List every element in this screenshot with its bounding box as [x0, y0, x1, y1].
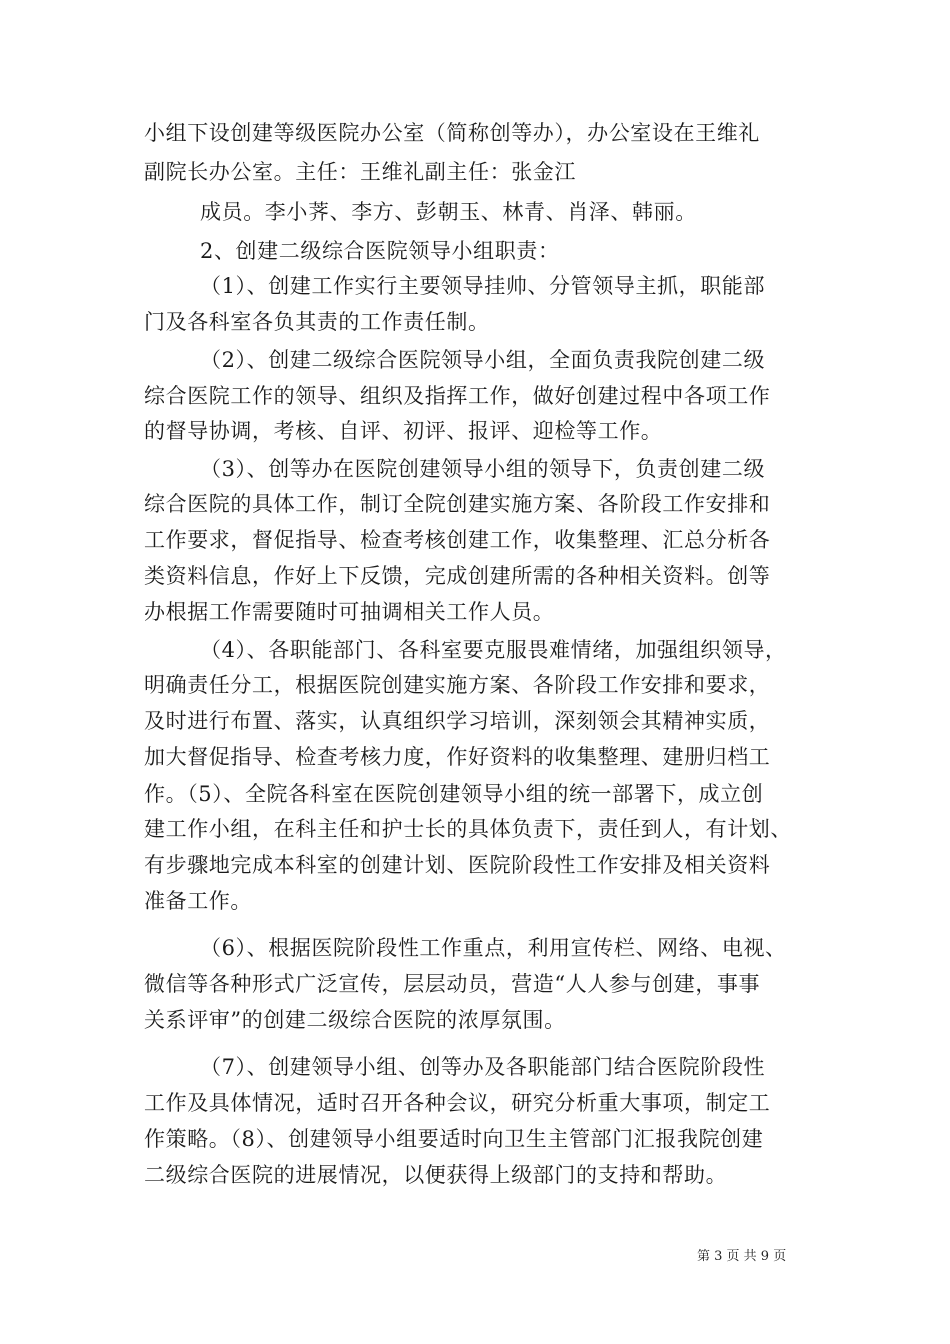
text-line-3: 成员。李小荠、李方、彭朝玉、林青、肖泽、韩丽。: [200, 200, 697, 224]
text-line-24: 微信等各种形式广泛宣传，层层动员，营造“人人参与创建，事事: [144, 972, 761, 996]
text-line-27: 工作及具体情况，适时召开各种会议，研究分析重大事项，制定工: [144, 1091, 771, 1115]
text-line-29: 二级综合医院的进展情况，以便获得上级部门的支持和帮助。: [144, 1163, 728, 1187]
text-line-16: 明确责任分工，根据医院创建实施方案、各阶段工作安排和要求，: [144, 673, 771, 697]
text-line-12: 工作要求，督促指导、检查考核创建工作，收集整理、汇总分析各: [144, 528, 771, 552]
text-line-2: 副院长办公室。主任：王维礼副主任：张金江: [144, 160, 576, 184]
text-line-7: （2）、创建二级综合医院领导小组，全面负责我院创建二级: [200, 348, 766, 372]
text-line-14: 办根据工作需要随时可抽调相关工作人员。: [144, 600, 555, 624]
text-line-28: 作策略。（8）、创建领导小组要适时向卫生主管部门汇报我院创建: [144, 1127, 764, 1151]
text-line-9: 的督导协调，考核、自评、初评、报评、迎检等工作。: [144, 419, 663, 443]
text-line-22: 准备工作。: [144, 889, 252, 913]
text-line-20: 建工作小组，在科主任和护士长的具体负责下，责任到人，有计划、: [144, 817, 792, 841]
text-line-18: 加大督促指导、检查考核力度，作好资料的收集整理、建册归档工: [144, 745, 771, 769]
text-line-15: （4）、各职能部门、各科室要克服畏难情绪，加强组织领导，: [200, 638, 787, 662]
text-line-13: 类资料信息，作好上下反馈，完成创建所需的各种相关资料。创等: [144, 564, 771, 588]
text-line-21: 有步骤地完成本科室的创建计划、医院阶段性工作安排及相关资料: [144, 853, 771, 877]
text-line-4: 2、创建二级综合医院领导小组职责：: [200, 239, 560, 263]
text-line-6: 门及各科室各负其责的工作责任制。: [144, 310, 490, 334]
text-line-10: （3）、创等办在医院创建领导小组的领导下，负责创建二级: [200, 457, 766, 481]
text-line-23: （6）、根据医院阶段性工作重点，利用宣传栏、网络、电视、: [200, 936, 787, 960]
text-line-26: （7）、创建领导小组、创等办及各职能部门结合医院阶段性: [200, 1055, 766, 1079]
text-line-8: 综合医院工作的领导、组织及指挥工作，做好创建过程中各项工作: [144, 384, 771, 408]
page-number-footer: 第 3 页 共 9 页: [697, 1249, 787, 1264]
text-line-5: （1）、创建工作实行主要领导挂帅、分管领导主抓，职能部: [200, 274, 766, 298]
text-line-17: 及时进行布置、落实，认真组织学习培训，深刻领会其精神实质，: [144, 709, 771, 733]
text-line-1: 小组下设创建等级医院办公室（简称创等办），办公室设在王维礼: [144, 121, 760, 145]
text-line-25: 关系评审”的创建二级综合医院的浓厚氛围。: [144, 1008, 566, 1032]
text-line-19: 作。（5）、全院各科室在医院创建领导小组的统一部署下，成立创: [144, 782, 764, 806]
text-line-11: 综合医院的具体工作，制订全院创建实施方案、各阶段工作安排和: [144, 492, 771, 516]
